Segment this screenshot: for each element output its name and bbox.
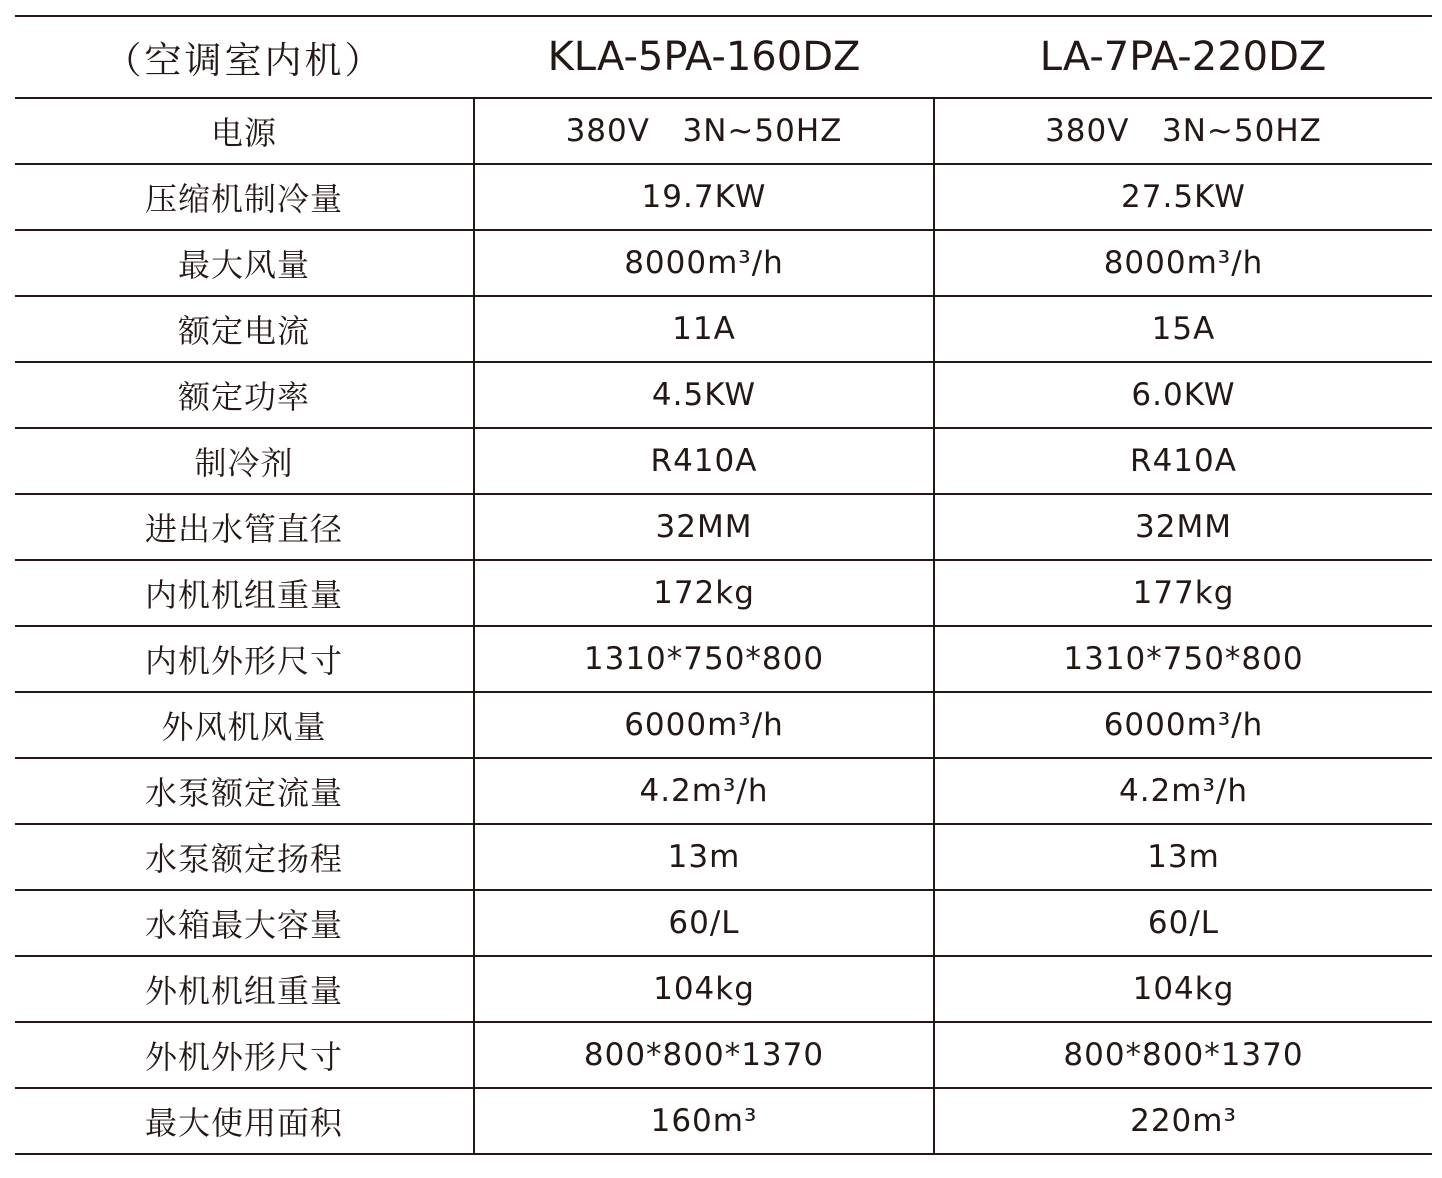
row-value-model-1: 380V 3N~50HZ (474, 98, 934, 164)
row-value-model-2: 220m³ (1130, 1103, 1237, 1139)
row-value-model-1: 104kg (474, 956, 934, 1022)
row-value-model-2: 4.2m³/h (1118, 773, 1249, 809)
table-row (15, 1022, 1432, 1088)
row-label: 最大使用面积 (144, 1104, 343, 1142)
row-label: 内机外形尺寸 (144, 642, 343, 680)
row-value-model-1: 60/L (474, 890, 934, 956)
table-row (15, 626, 1432, 692)
row-value-model-1: 8000m³/h (474, 230, 934, 296)
row-label: 水泵额定扬程 (144, 840, 343, 878)
row-label: 水箱最大容量 (144, 906, 343, 944)
row-value-model-2: 380V 3N~50HZ (1045, 113, 1322, 149)
row-value-model-2: 27.5KW (1121, 179, 1246, 215)
row-value-model-1: 1310*750*800 (474, 626, 934, 692)
row-value-model-1: 4.2m³/h (474, 758, 934, 824)
table-row (15, 1088, 1432, 1154)
row-label: 外机机组重量 (144, 972, 343, 1010)
row-label: 额定电流 (177, 312, 310, 350)
row-label: 外机外形尺寸 (144, 1038, 343, 1076)
row-value-model-2: 177kg (1132, 575, 1235, 611)
row-value-model-1: 6000m³/h (474, 692, 934, 758)
header-row (15, 16, 1432, 98)
row-label: 压缩机制冷量 (144, 180, 343, 218)
row-label: 外风机风量 (161, 708, 327, 746)
row-label: 电源 (210, 114, 277, 152)
row-value-model-1: 172kg (474, 560, 934, 626)
row-value-model-2: 8000m³/h (1103, 245, 1264, 281)
table-row (15, 428, 1432, 494)
table-row (15, 758, 1432, 824)
table-header (15, 16, 1432, 98)
table-row (15, 230, 1432, 296)
table-row (15, 692, 1432, 758)
row-value-model-2: R410A (1130, 443, 1237, 479)
row-value-model-2: 60/L (1147, 905, 1220, 941)
row-value-model-1: 19.7KW (474, 164, 934, 230)
row-label: 内机机组重量 (144, 576, 343, 614)
row-value-model-2: 6.0KW (1131, 377, 1236, 413)
row-value-model-1: 32MM (474, 494, 934, 560)
table-row (15, 98, 1432, 164)
header-label: （空调室内机） (104, 39, 385, 82)
row-value-model-2: 104kg (1132, 971, 1235, 1007)
row-value-model-1: 4.5KW (474, 362, 934, 428)
table-row (15, 164, 1432, 230)
row-label: 水泵额定流量 (144, 774, 343, 812)
row-value-model-2: 32MM (1135, 509, 1232, 545)
row-value-model-1: 13m (474, 824, 934, 890)
row-value-model-1: 11A (474, 296, 934, 362)
table-row (15, 956, 1432, 1022)
row-value-model-2: 800*800*1370 (1063, 1037, 1304, 1073)
header-model-1: KLA-5PA-160DZ (547, 34, 861, 80)
header-model-2: LA-7PA-220DZ (1039, 34, 1327, 80)
table-row (15, 890, 1432, 956)
row-label: 进出水管直径 (144, 510, 343, 548)
row-value-model-2: 6000m³/h (1103, 707, 1264, 743)
row-value-model-1: 800*800*1370 (474, 1022, 934, 1088)
table-row (15, 560, 1432, 626)
table-row (15, 296, 1432, 362)
table-row (15, 824, 1432, 890)
spec-table (15, 15, 1432, 1155)
row-value-model-2: 1310*750*800 (1063, 641, 1304, 677)
row-label: 制冷剂 (194, 444, 294, 482)
row-value-model-2: 13m (1147, 839, 1220, 875)
table-row (15, 494, 1432, 560)
row-label: 最大风量 (177, 246, 310, 284)
row-value-model-1: R410A (474, 428, 934, 494)
table-body (15, 98, 1432, 1154)
row-label: 额定功率 (177, 378, 310, 416)
row-value-model-1: 160m³ (474, 1088, 934, 1154)
row-value-model-2: 15A (1151, 311, 1216, 347)
table-row (15, 362, 1432, 428)
